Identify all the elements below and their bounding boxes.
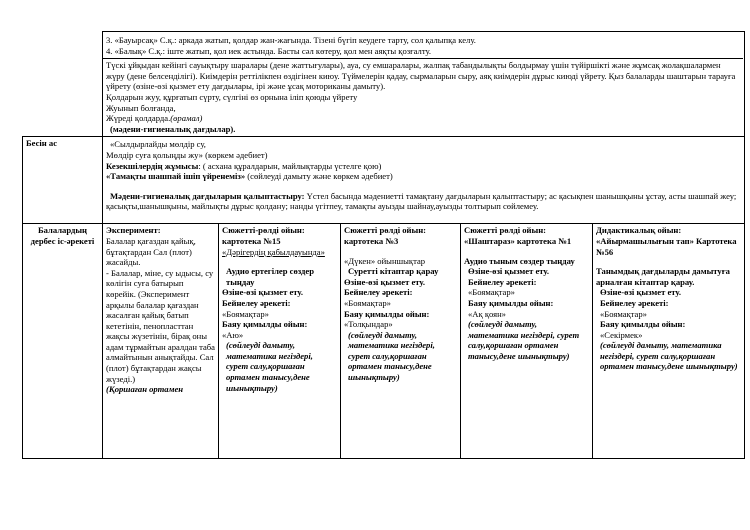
art-activity: Бейнелеу әрекеті:	[468, 276, 537, 287]
art-activity: Бейнелеу әрекеті:	[600, 297, 669, 308]
roleplay-1-cell	[461, 224, 593, 459]
lunch-rhyme-2: Мөлдір суға қолыңды жу» (көркем әдебиет)	[106, 149, 268, 160]
row-nap-recovery	[23, 32, 745, 137]
audio-words: Аудио тыным сөздер тыңдау	[464, 255, 575, 266]
culture-line-2: қасықты,шанышқыны, майлықты дұрыс қолдану; нанды үгітпеу, тамақты ауызды шайнау,ауызды толтырып сөйлемеу.	[106, 201, 539, 212]
experiment-tail: (Қоршаған ортамен	[106, 384, 184, 395]
didactic-56-cell	[593, 224, 745, 459]
self-service: Өзіне-өзі қызмет ету.	[344, 276, 425, 287]
hygiene-tag: (мәдени-гигиеналық дағдылар).	[110, 123, 236, 134]
duty-line: Кезекшілердің жұмысы: ( асхана құралдарын, майлықтарды үстелге қою)	[106, 160, 382, 171]
art-value: «Боямақтар»	[468, 287, 515, 298]
art-value: «Боямақтар»	[222, 308, 269, 319]
rhyme-line-1: Жуынып болғанда,	[106, 102, 176, 113]
slow-game-value: «Секірмек»	[600, 329, 643, 340]
rhyme-answer: (өрамал)	[170, 113, 203, 124]
self-service: Өзіне-өзі қызмет ету.	[468, 266, 549, 277]
lunch-rhyme-1: «Сылдырлайды мөлдір су,	[110, 139, 206, 150]
art-value: «Боямақтар»	[600, 308, 647, 319]
culture-line-1: Мәдени-гигиеналық дағдыларын қалыптастыру: Үстел басында мәдениетті тамақтану дағдыларын қалыптастыру; ас қасықпен шанышқыны ұстау, асты шашпай жеу;	[110, 190, 737, 201]
slow-game-value: «Толқындар»	[344, 319, 393, 330]
lunch-cell	[103, 137, 745, 224]
slow-game: Баяу қимылды ойын:	[468, 297, 554, 308]
roleplay-15-title: Сюжетті-рөлді ойын: картотека №15	[222, 225, 305, 246]
nap-recovery-cell	[103, 32, 745, 137]
roleplay-15-cell	[219, 224, 341, 459]
self-service: Өзіне-өзі қызмет ету.	[222, 287, 303, 298]
roleplay-3-title: Сюжетті рөлді ойын: картотека №3	[344, 225, 427, 246]
picture-books: Суретті кітаптар қарау	[348, 266, 439, 277]
row-activity	[23, 224, 745, 459]
experiment-text-2: - Балалар, міне, су ыдысы, су көлігін суға батырып көрейік. (Эксперимент арқылы балалар қағаздан жасалған қайық батып кететінін, пенопласттан жақсы жүзетінін, бірақ оны адам тұрмайтын аралдан таба алмайтынын анықтайды. Сал (плот) бұтақтардан жақсы жүзеді.)	[106, 267, 215, 384]
document-page	[22, 31, 744, 459]
audio-tales: Аудио ертегілер сөздер тыңдау	[226, 266, 314, 287]
lunch-label: Бесін ас	[23, 137, 103, 224]
empty-label-cell	[23, 32, 103, 137]
art-activity: Бейнелеу әрекеті:	[344, 287, 413, 298]
skills-note: (сөйлеуді дамыту, математика негіздері, сурет салу,қоршаған ортамен танысу,дене шынықтыру)	[348, 329, 435, 383]
art-activity: Бейнелеу әрекеті:	[222, 297, 291, 308]
slow-game: Баяу қимылды ойын:	[344, 308, 430, 319]
roleplay-3-sub: «Дүкен» ойыншықтар	[344, 255, 426, 266]
skills-note: (сөйлеуді дамыту, математика негіздері, сурет салу,қоршаған ортамен танысу,дене шынықтыру)	[600, 340, 738, 372]
experiment-title: Эксперимент:	[106, 225, 161, 236]
skills-note: (сөйлеуді дамыту, математика негіздері, сурет салу,қоршаған ортамен танысу,дене шынықтыру)	[468, 319, 580, 361]
activity-label: Балалардың дербес іс-әрекеті	[23, 224, 103, 459]
skills-note: (сөйлеуді дамыту, математика негіздері, сурет салу,қоршаған ортамен танысу,дене шынықтыру)	[226, 340, 313, 393]
cognitive-books: Танымдық дағдыларды дамытуға арналған кітаптар қарау.	[596, 266, 730, 287]
didactic-title: Дидактикалық ойын: «Айырмашылығын тап» Картотека №56	[596, 225, 737, 257]
slow-game: Баяу қимылды ойын:	[222, 319, 308, 330]
roleplay-15-sub: «Дәрігердің қабылдауында»	[222, 246, 325, 257]
recovery-paragraph: Түскі ұйқыдан кейінгі сауықтыру шаралары (дене жаттығулары), ауа, су емшаралары, жалпақ табандылықты болдырмау үшін түйіршікті және жұмсақ жолақшалармен жүру (дене белсенділігі). Киімдерін реттілікпен өздігінен киюу. Түймелерін қадау, сырмаларын сыру, аяқ киімдерін дұрыс киюді үйрету. Қыз балаларды шаштарын тарауға үйрету (өзіне-өзі қызмет ету дағдылары, ірі және ұсақ моториканы дамыту).	[106, 60, 736, 92]
roleplay-1-title: Сюжетті рөлді ойын: «Шаштараз» картотека №1	[464, 225, 572, 246]
roleplay-3-cell	[341, 224, 461, 459]
rhyme-line-2: Жүреді қолдарда.(өрамал)	[106, 113, 203, 124]
slow-game-value: «Аю»	[222, 329, 244, 340]
slow-game: Баяу қимылды ойын:	[600, 319, 686, 330]
experiment-text: Балалар қағаздан қайық, бұтақтардан Сал (плот) жасайды.	[106, 235, 196, 268]
self-service: Өзіне-өзі қызмет ету.	[600, 287, 681, 298]
divider	[103, 58, 743, 59]
schedule-table	[22, 31, 745, 459]
quote-line: «Тамақты шашпай ішіп үйренеміз» (сөйлеуді дамыту және көркем әдебиет)	[106, 171, 393, 182]
exercise-line-4: 4. «Балық» С.қ.: іште жатып, қол иек астында. Басты сәл көтеру, қол мен аяқты қозғалту.	[106, 45, 432, 56]
handwash-line: Қолдарын жуу, құрғатып сүрту, сүлгіні өз орнына іліп қоюды үйрету	[106, 91, 358, 102]
exercise-line-3: 3. «Бауырсақ» С.қ.: аркада жатып, қолдар жан-жағында. Тізені бүгіп кеудеге тарту, сол қалыпқа келу.	[106, 35, 476, 45]
art-value: «Боямақтар»	[344, 297, 391, 308]
row-lunch	[23, 137, 745, 224]
experiment-cell	[103, 224, 219, 459]
slow-game-value: «Ақ қоян»	[468, 308, 506, 319]
